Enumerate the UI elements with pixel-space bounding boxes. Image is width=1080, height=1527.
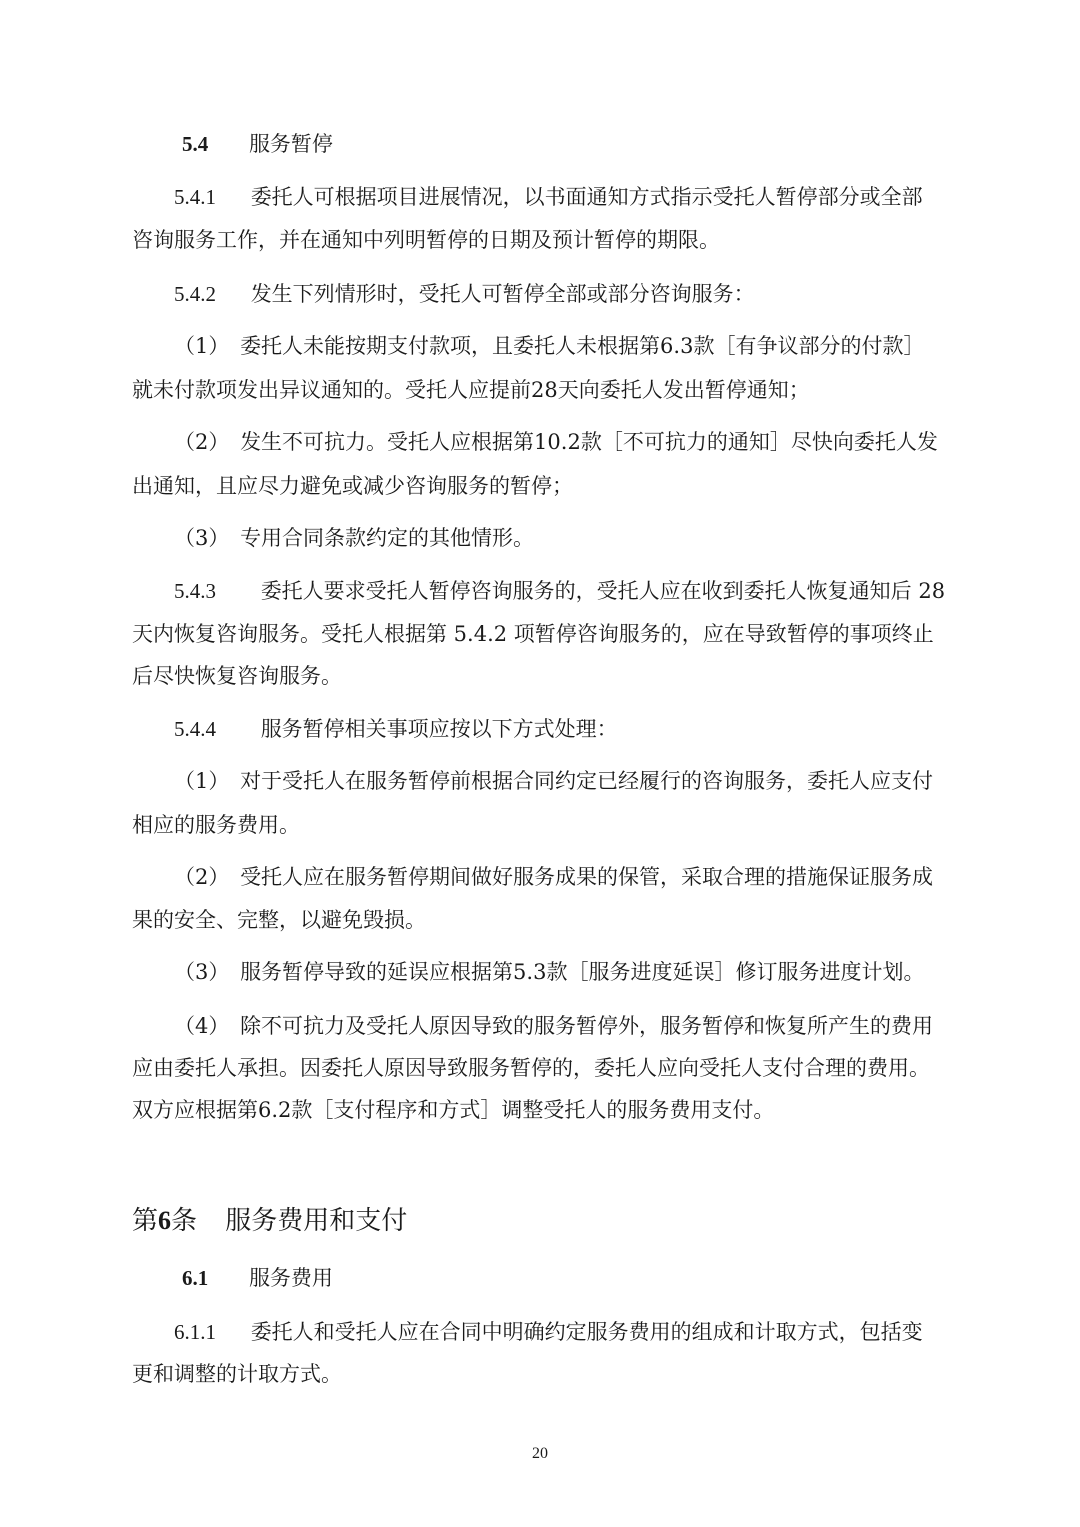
list-marker: （1） — [174, 769, 230, 793]
clause-text: 服务暂停相关事项应按以下方式处理： — [260, 717, 618, 741]
clause-text: 委托人可根据项目进展情况，以书面通知方式指示受托人暂停部分或全部 — [250, 185, 923, 209]
list-item — [174, 958, 924, 986]
list-text: 受托人应在服务暂停期间做好服务成果的保管，采取合理的措施保证服务成 — [240, 865, 934, 889]
list-item — [174, 428, 938, 456]
section-number: 6.1 — [182, 1266, 209, 1290]
clause-5-4-1-line2: 咨询服务工作，并在通知中列明暂停的日期及预计暂停的期限。 — [132, 228, 720, 252]
clause-number: 5.4.1 — [174, 185, 216, 209]
clause-5-4-3-line1 — [174, 577, 945, 605]
list-text: 专用合同条款约定的其他情形。 — [240, 526, 535, 550]
page-number: 20 — [532, 1445, 548, 1462]
list-marker: （3） — [174, 960, 230, 984]
clause-text: 委托人要求受托人暂停咨询服务的，受托人应在收到委托人恢复通知后 28 — [260, 579, 946, 603]
clause-text: 发生下列情形时，受托人可暂停全部或部分咨询服务： — [250, 282, 755, 306]
list-text: 委托人未能按期支付款项，且委托人未根据第6.3款［有争议部分的付款］ — [240, 334, 925, 358]
list-marker: （3） — [174, 526, 230, 550]
list-item — [174, 1012, 933, 1040]
section-title: 服务费用 — [248, 1266, 333, 1290]
list-item-continuation: 果的安全、完整，以避免毁损。 — [132, 908, 426, 932]
clause-number: 5.4.2 — [174, 282, 216, 306]
list-item — [174, 524, 534, 552]
article-suffix: 条 — [171, 1206, 198, 1236]
clause-5-4-3-line3: 后尽快恢复咨询服务。 — [132, 664, 342, 688]
article-prefix: 第 — [132, 1206, 159, 1236]
section-number: 5.4 — [182, 132, 209, 156]
list-item-continuation: 应由委托人承担。因委托人原因导致服务暂停的，委托人应向受托人支付合理的费用。 — [132, 1056, 930, 1080]
list-item — [174, 767, 933, 795]
list-item-continuation: 相应的服务费用。 — [132, 813, 300, 837]
list-text: 发生不可抗力。受托人应根据第10.2款［不可抗力的通知］尽快向委托人发 — [240, 430, 938, 454]
clause-5-4-2-line1 — [174, 280, 755, 308]
list-item — [174, 863, 933, 891]
section-5-4-heading — [182, 130, 333, 158]
clause-text: 委托人和受托人应在合同中明确约定服务费用的组成和计取方式，包括变 — [250, 1320, 923, 1344]
clause-number: 6.1.1 — [174, 1320, 216, 1344]
list-item-continuation: 出通知，且应尽力避免或减少咨询服务的暂停； — [132, 474, 573, 498]
list-text: 对于受托人在服务暂停前根据合同约定已经履行的咨询服务，委托人应支付 — [240, 769, 934, 793]
clause-5-4-1-line1 — [174, 183, 923, 211]
list-item — [174, 332, 924, 360]
section-title: 服务暂停 — [248, 132, 333, 156]
article-title: 服务费用和支付 — [225, 1206, 408, 1236]
clause-number: 5.4.3 — [174, 579, 216, 603]
list-marker: （1） — [174, 334, 230, 358]
list-item-continuation: 就未付款项发出异议通知的。受托人应提前28天向委托人发出暂停通知； — [132, 378, 810, 402]
section-6-1-heading — [182, 1264, 333, 1292]
list-marker: （2） — [174, 430, 230, 454]
list-item-continuation: 双方应根据第6.2款［支付程序和方式］调整受托人的服务费用支付。 — [132, 1098, 775, 1122]
list-marker: （2） — [174, 865, 230, 889]
list-text: 服务暂停导致的延误应根据第5.3款［服务进度延误］修订服务进度计划。 — [240, 960, 925, 984]
list-marker: （4） — [174, 1014, 230, 1038]
list-text: 除不可抗力及受托人原因导致的服务暂停外，服务暂停和恢复所产生的费用 — [240, 1014, 934, 1038]
clause-5-4-3-line2: 天内恢复咨询服务。受托人根据第 5.4.2 项暂停咨询服务的，应在导致暂停的事项终止 — [132, 622, 934, 646]
article-6-heading — [132, 1204, 407, 1238]
clause-6-1-1-line2: 更和调整的计取方式。 — [132, 1362, 342, 1386]
clause-number: 5.4.4 — [174, 717, 216, 741]
article-number: 6 — [158, 1206, 172, 1235]
clause-5-4-4-line1 — [174, 715, 618, 743]
clause-6-1-1-line1 — [174, 1318, 923, 1346]
